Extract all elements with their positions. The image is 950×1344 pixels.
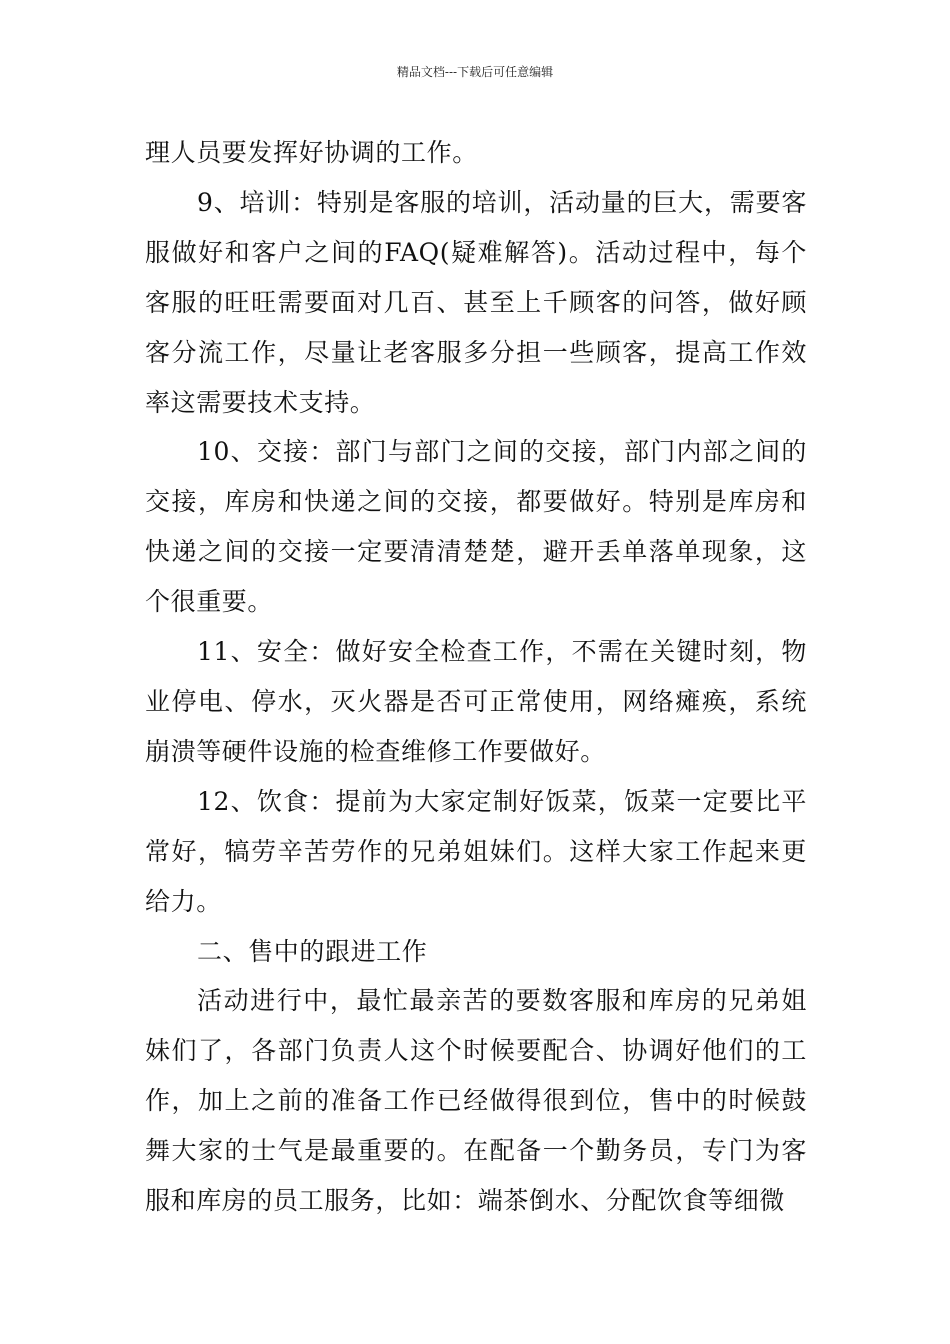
document-body	[145, 128, 807, 1226]
page-header: 精品文档---下载后可任意编辑	[396, 65, 554, 79]
paragraph-safety: 11、安全：做好安全检查工作，不需在关键时刻，物业停电、停水，灭火器是否可正常使用，网络瘫痪，系统崩溃等硬件设施的检查维修工作要做好。	[145, 637, 807, 766]
paragraph-in-sale-followup: 活动进行中，最忙最亲苦的要数客服和库房的兄弟姐妹们了，各部门负责人这个时候要配合、协调好他们的工作，加上之前的准备工作已经做得很到位，售中的时候鼓舞大家的士气是最重要的。在配备一个勤务员，专门为客服和库房的员工服务，比如：端茶倒水、分配饮食等细微	[145, 986, 807, 1216]
paragraph-continuation: 理人员要发挥好协调的工作。	[145, 138, 478, 167]
section-heading: 二、售中的跟进工作	[197, 936, 428, 966]
paragraph-training: 9、培训：特别是客服的培训，活动量的巨大，需要客服做好和客户之间的FAQ(疑难解答)。活动过程中，每个客服的旺旺需要面对几百、甚至上千顾客的问答，做好顾客分流工作，尽量让老客服多分担一些顾客，提高工作效率这需要技术支持。	[145, 187, 807, 417]
paragraph-catering: 12、饮食：提前为大家定制好饭菜，饭菜一定要比平常好，犒劳辛苦劳作的兄弟姐妹们。这样大家工作起来更给力。	[145, 786, 807, 916]
paragraph-handover: 10、交接：部门与部门之间的交接，部门内部之间的交接，库房和快递之间的交接，都要做好。特别是库房和快递之间的交接一定要清清楚楚，避开丢单落单现象，这个很重要。	[145, 437, 807, 617]
